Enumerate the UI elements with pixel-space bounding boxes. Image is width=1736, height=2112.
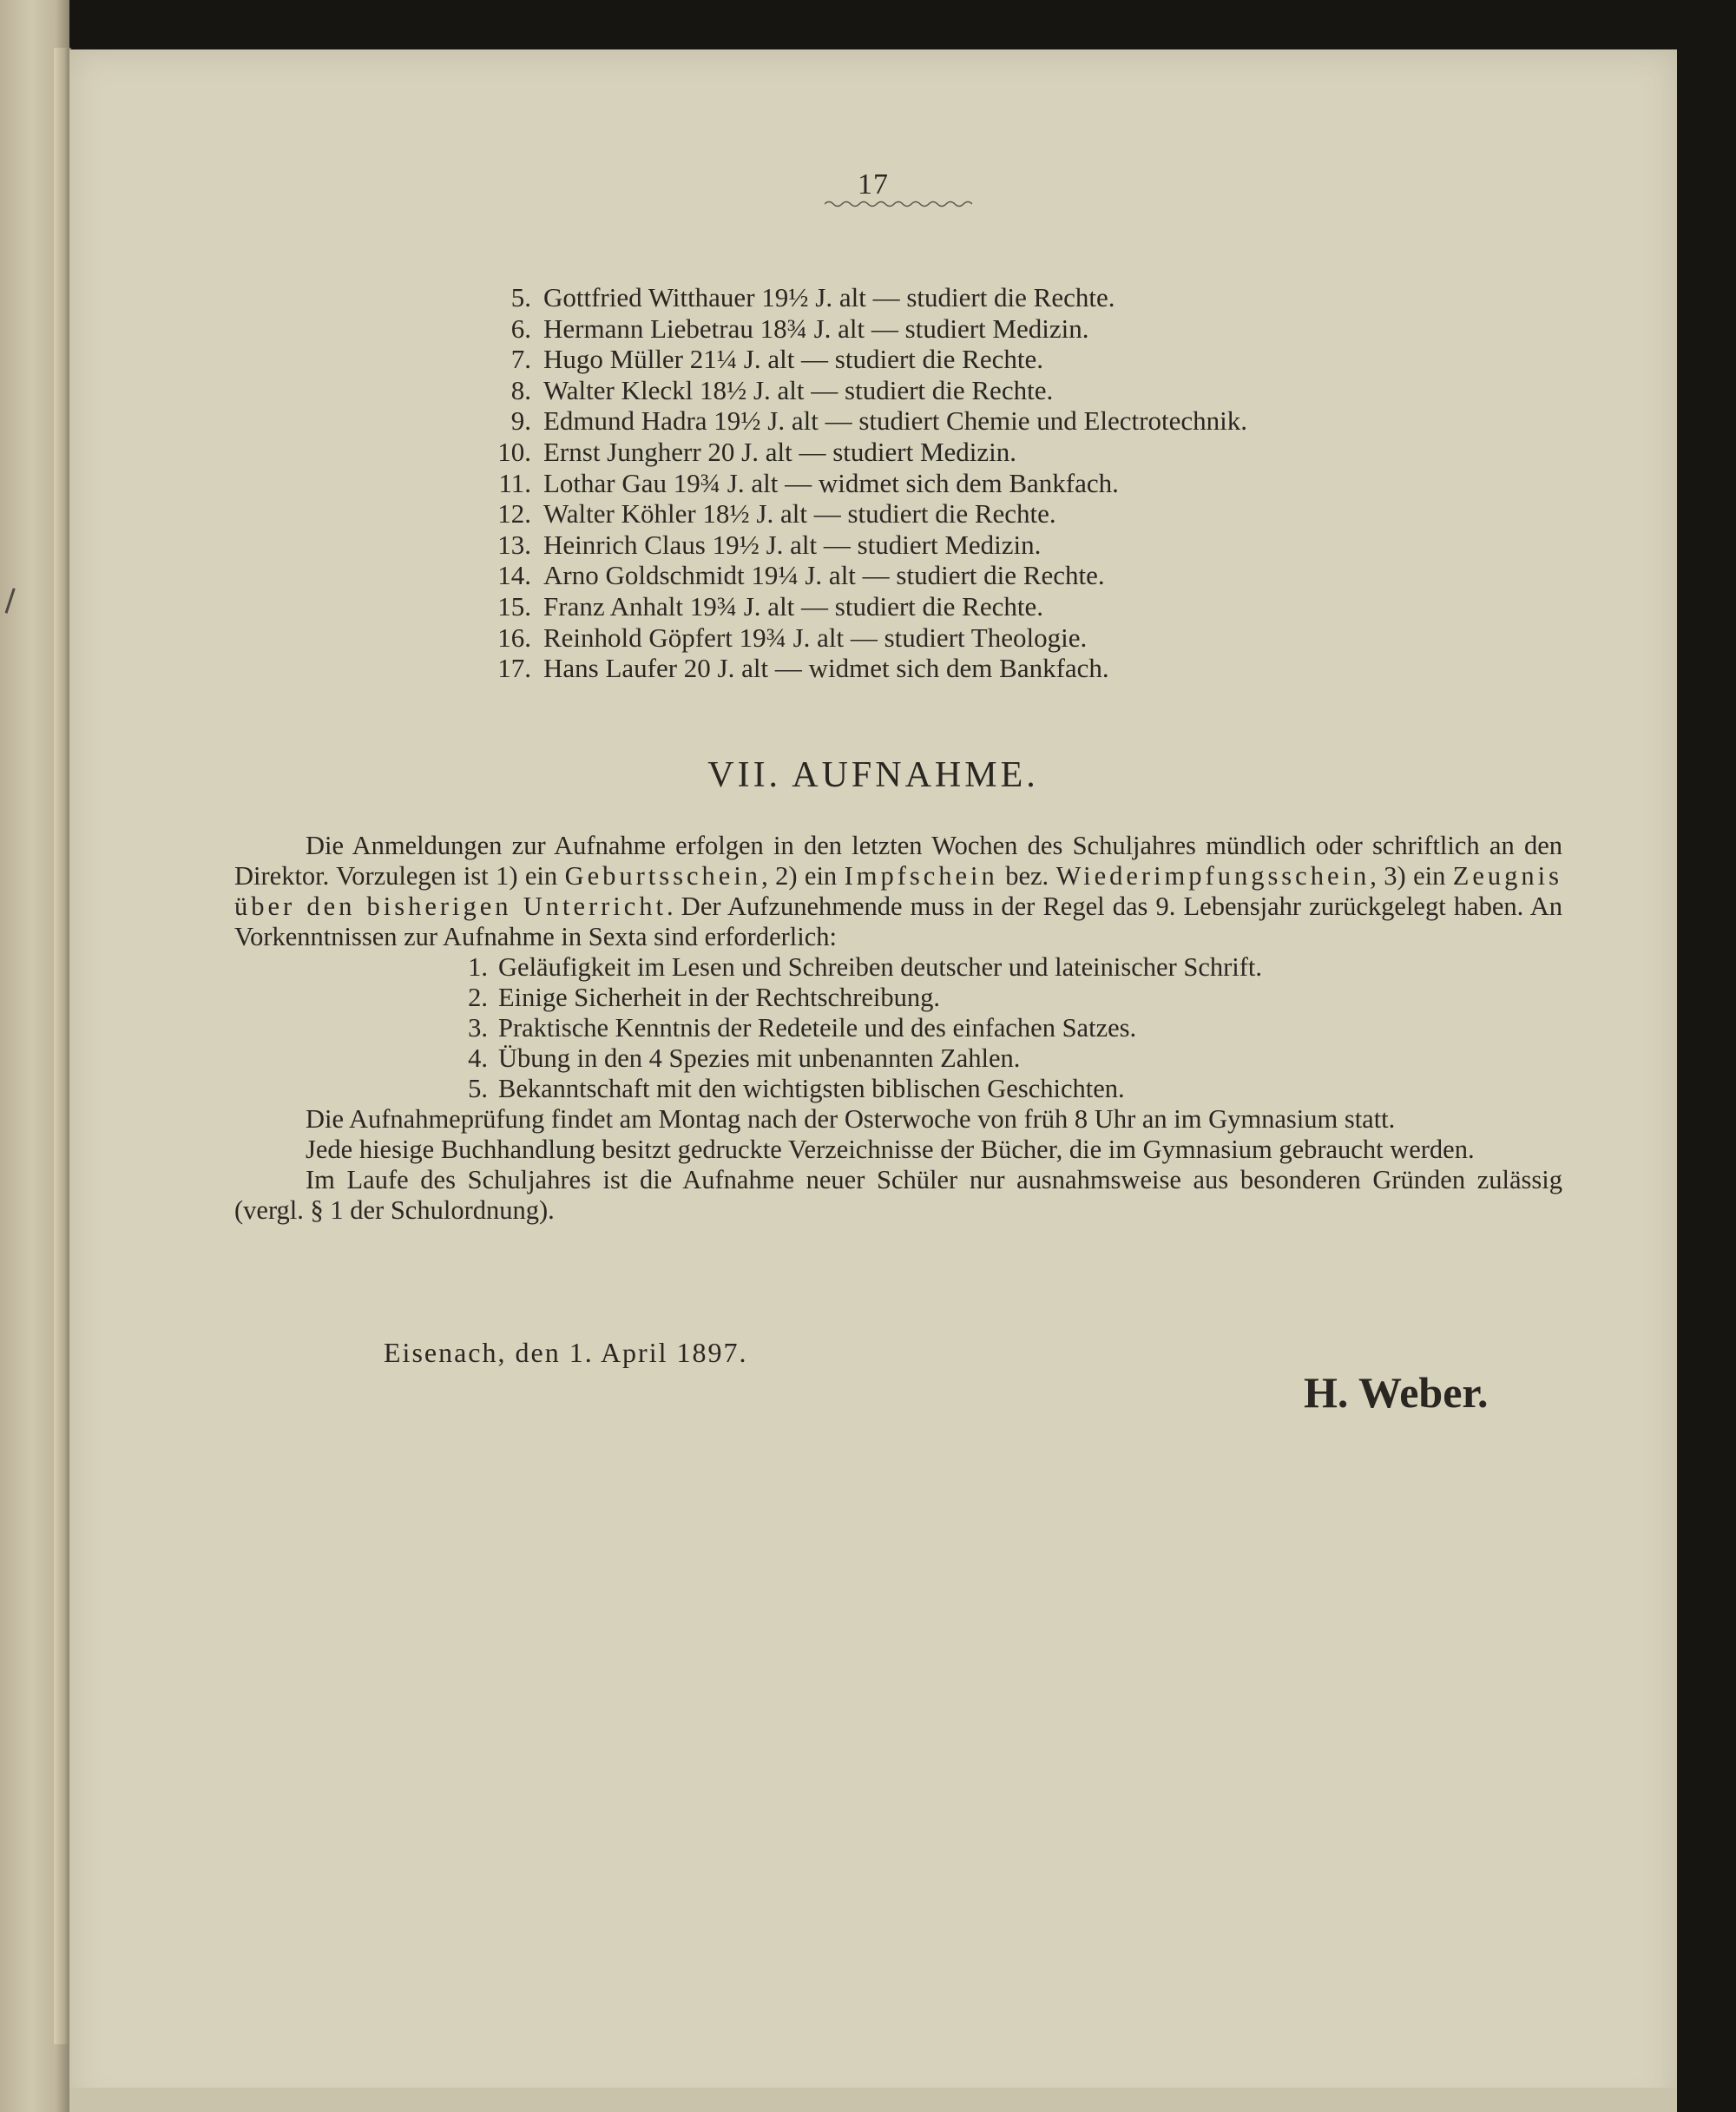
list-item	[451, 313, 1493, 345]
item-number: 17.	[497, 653, 531, 684]
list-item	[451, 622, 1493, 654]
list-item	[234, 1013, 1562, 1043]
item-text: Walter Köhler 18½ J. alt — studiert die Rechte.	[543, 498, 1056, 530]
item-text: Heinrich Claus 19½ J. alt — studiert Medizin.	[543, 529, 1042, 560]
text-run: , 2) ein	[761, 861, 845, 891]
requirements-list	[234, 952, 1562, 1104]
exam-paragraph: Die Aufnahmeprüfung findet am Montag nach der Osterwoche von früh 8 Uhr an im Gymnasium statt.	[306, 1104, 1396, 1134]
emphasized-term: Wiederimpfungsschein	[1055, 861, 1371, 891]
item-number: 11.	[498, 467, 531, 498]
item-number: 12.	[497, 498, 531, 530]
list-item	[451, 437, 1493, 468]
item-text: Hermann Liebetrau 18¾ J. alt — studiert Medizin.	[543, 313, 1089, 344]
signature: H. Weber.	[1304, 1368, 1489, 1417]
list-item	[451, 530, 1493, 561]
item-number: 9.	[510, 405, 531, 437]
item-number: 7.	[510, 344, 531, 375]
item-number: 4.	[468, 1043, 488, 1073]
section-heading: VII. AUFNAHME.	[707, 755, 1039, 795]
item-number: 16.	[497, 622, 531, 653]
wavy-rule-ornament	[825, 199, 972, 209]
item-text: Ernst Jungherr 20 J. alt — studiert Medizin.	[543, 436, 1016, 467]
item-text: Arno Goldschmidt 19¼ J. alt — studiert die Rechte.	[543, 560, 1105, 591]
document-page	[69, 49, 1677, 2112]
item-number: 6.	[510, 313, 531, 344]
exceptions-paragraph: Im Laufe des Schuljahres ist die Aufnahme neuer Schüler nur ausnahmsweise aus besonderen Gründen zulässig (vergl. § 1 der Schulordnung).	[234, 1165, 1562, 1225]
list-item	[234, 1043, 1562, 1074]
item-text: Reinhold Göpfert 19¾ J. alt — studiert Theologie.	[543, 622, 1088, 653]
emphasized-term: Zeugnis über den bisherigen Unterricht	[234, 861, 1563, 921]
list-item	[451, 344, 1493, 375]
item-text: Franz Anhalt 19¾ J. alt — studiert die Rechte.	[543, 590, 1043, 622]
text-run: Die Anmeldungen zur Aufnahme erfolgen in den letzten Wochen des Schuljahres mündlich oder schriftlich an den Direktor. Vorzulegen ist 1) ein	[234, 831, 1562, 891]
list-item	[451, 498, 1493, 530]
list-item	[234, 952, 1562, 983]
page-bottom-edge	[69, 2088, 1677, 2112]
item-text: Gottfried Witthauer 19½ J. alt — studiert die Rechte.	[543, 282, 1115, 313]
text-run: , 3) ein	[1370, 861, 1453, 891]
text-run: bez.	[997, 861, 1056, 891]
graduates-list	[451, 282, 1493, 684]
item-text: Walter Kleckl 18½ J. alt — studiert die Rechte.	[543, 374, 1054, 405]
text-run: . Der Aufzunehmende muss in der Regel das 9. Lebensjahr zurückgelegt haben. An Vorkenntnissen zur Aufnahme in Sexta sind erforderlich:	[234, 892, 1562, 951]
intro-paragraph	[234, 831, 1562, 952]
list-item	[451, 282, 1493, 313]
item-text: Geläufigkeit im Lesen und Schreiben deutscher und lateinischer Schrift.	[498, 952, 1262, 982]
item-text: Edmund Hadra 19½ J. alt — studiert Chemie und Electrotechnik.	[543, 405, 1247, 437]
item-number: 13.	[497, 529, 531, 560]
emphasized-term: Impfschein	[844, 861, 998, 891]
item-number: 15.	[497, 590, 531, 622]
item-number: 5.	[510, 282, 531, 313]
item-text: Hugo Müller 21¼ J. alt — studiert die Rechte.	[543, 344, 1043, 375]
item-number: 2.	[468, 983, 488, 1012]
list-item	[451, 591, 1493, 622]
item-number: 14.	[497, 560, 531, 591]
list-item	[451, 653, 1493, 684]
item-number: 3.	[468, 1013, 488, 1043]
books-paragraph: Jede hiesige Buchhandlung besitzt gedruckte Verzeichnisse der Bücher, die im Gymnasium gebraucht werden.	[306, 1135, 1475, 1164]
emphasized-term: Geburtsschein	[564, 861, 762, 891]
page-number: 17	[858, 168, 889, 201]
list-item	[451, 560, 1493, 591]
book-gutter	[54, 48, 71, 2044]
list-item	[234, 983, 1562, 1013]
list-item	[234, 1074, 1562, 1104]
item-text: Lothar Gau 19¾ J. alt — widmet sich dem Bankfach.	[543, 467, 1119, 498]
list-item	[451, 468, 1493, 499]
list-item	[451, 375, 1493, 406]
item-text: Bekanntschaft mit den wichtigsten biblischen Geschichten.	[498, 1074, 1125, 1103]
item-number: 1.	[468, 952, 488, 982]
item-text: Hans Laufer 20 J. alt — widmet sich dem Bankfach.	[543, 653, 1109, 684]
item-number: 8.	[510, 374, 531, 405]
admission-text	[234, 831, 1562, 1226]
item-text: Praktische Kenntnis der Redeteile und des einfachen Satzes.	[498, 1013, 1137, 1043]
item-number: 5.	[468, 1074, 488, 1103]
item-text: Übung in den 4 Spezies mit unbenannten Zahlen.	[498, 1043, 1021, 1073]
item-text: Einige Sicherheit in der Rechtschreibung.	[498, 983, 941, 1012]
place-date-line: Eisenach, den 1. April 1897.	[384, 1337, 748, 1368]
list-item	[451, 405, 1493, 437]
item-number: 10.	[497, 436, 531, 467]
